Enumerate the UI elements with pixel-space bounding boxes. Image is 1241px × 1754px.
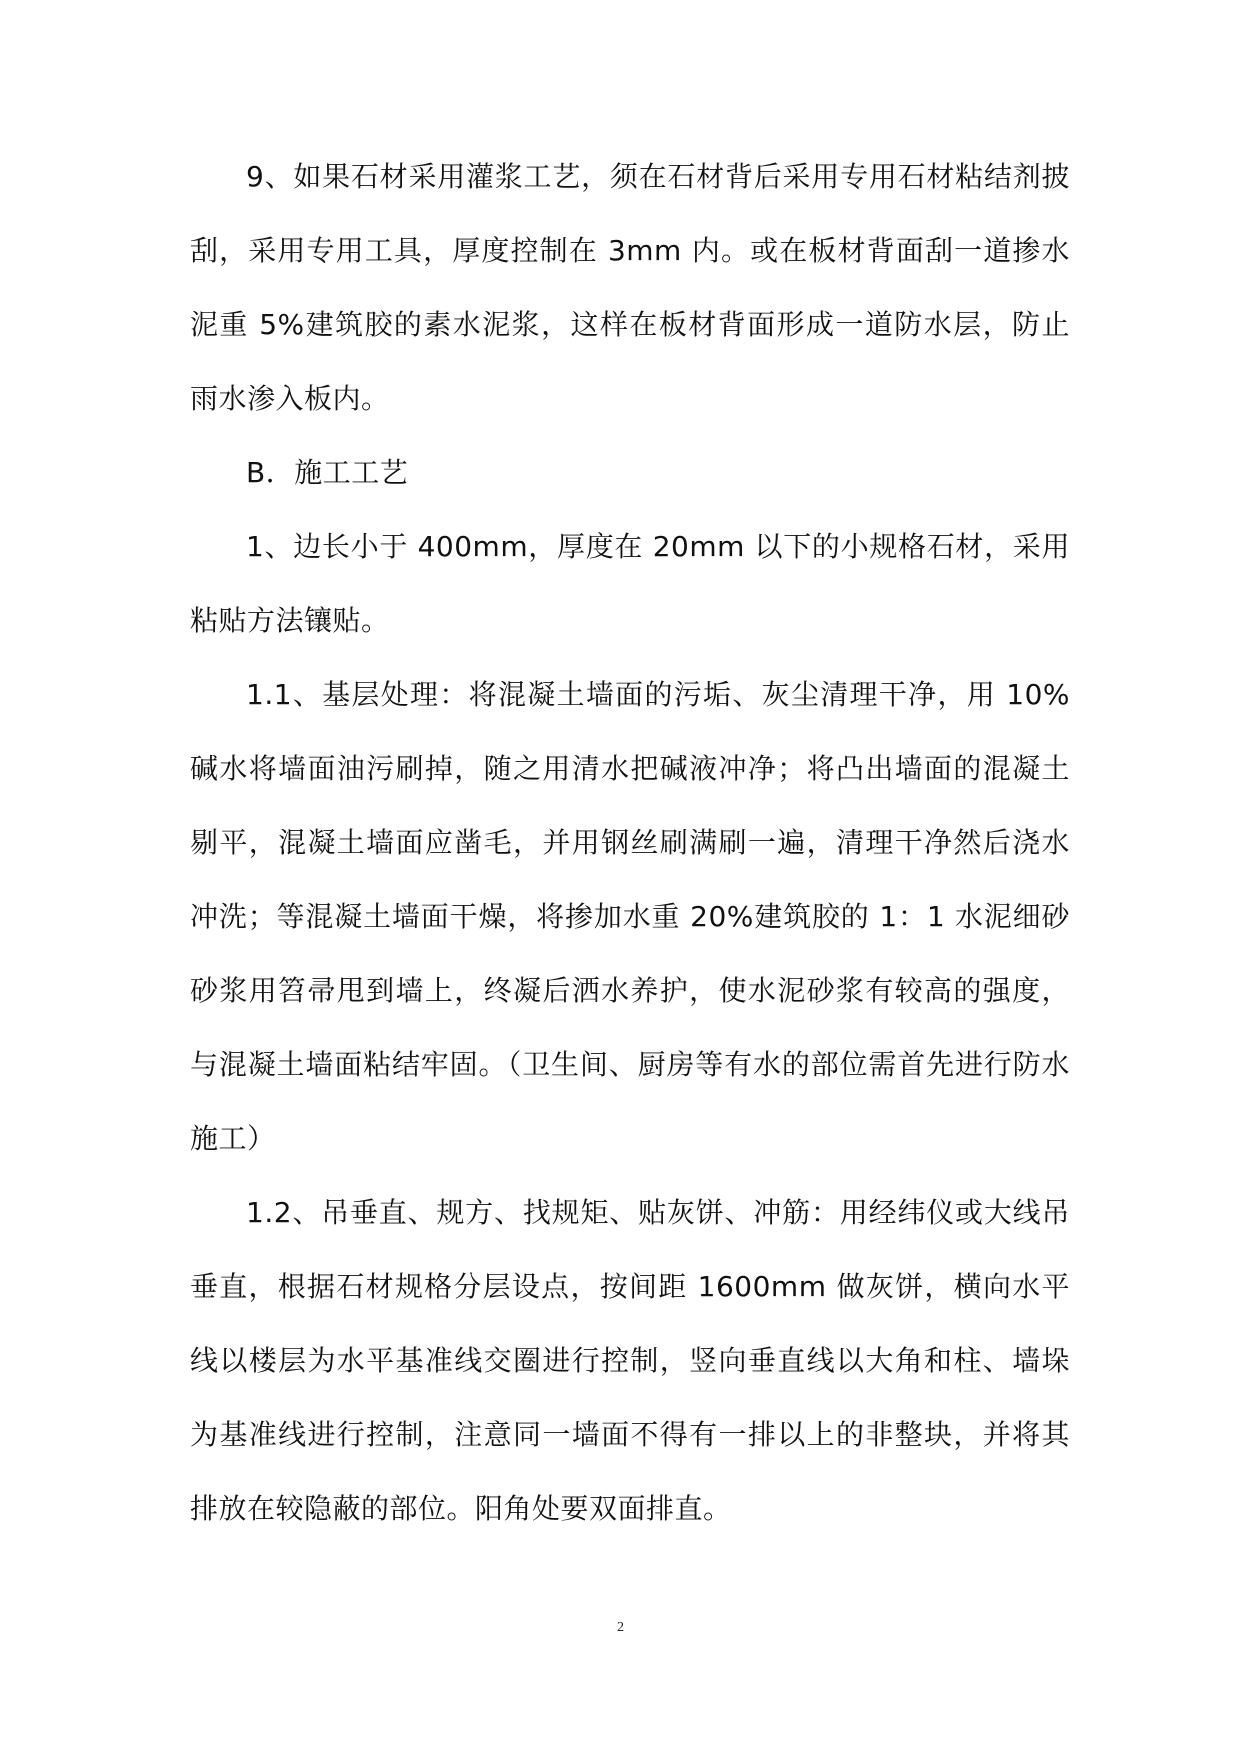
page-number: 2 — [617, 1620, 624, 1635]
document-body — [190, 140, 1070, 1546]
paragraph-plumb-and-layout: 1.2、吊垂直、规方、找规矩、贴灰饼、冲筋：用经纬仪或大线吊垂直，根据石材规格分层设点，按间距 1600mm 做灰饼，横向水平线以楼层为水平基准线交圈进行控制，竖向垂直线以大角和柱、墙垛为基准线进行控制，注意同一墙面不得有一排以上的非整块，并将其排放在较隐蔽的部位。阳角处要双面排直。 — [190, 1196, 1070, 1525]
paragraph-small-stone-bonding: 1、边长小于 400mm，厚度在 20mm 以下的小规格石材，采用粘贴方法镶贴。 — [190, 530, 1070, 637]
paragraph-base-treatment: 1.1、基层处理：将混凝土墙面的污垢、灰尘清理干净，用 10%碱水将墙面油污刷掉，随之用清水把碱液冲净；将凸出墙面的混凝土剔平，混凝土墙面应凿毛，并用钢丝刷满刷一遍，清理干净然后浇水冲洗；等混凝土墙面干燥，将掺加水重 20%建筑胶的 1：1 水泥细砂砂浆用笤帚甩到墙上，终凝后洒水养护，使水泥砂浆有较高的强度，与混凝土墙面粘结牢固。（卫生间、厨房等有水的部位需首先进行防水施工） — [190, 678, 1070, 1155]
paragraph-grouting-process: 9、如果石材采用灌浆工艺，须在石材背后采用专用石材粘结剂披刮，采用专用工具，厚度控制在 3mm 内。或在板材背面刮一道掺水泥重 5%建筑胶的素水泥浆，这样在板材背面形成一道防水层，防止雨水渗入板内。 — [190, 160, 1070, 415]
section-heading-construction-process: B．施工工艺 — [246, 456, 409, 489]
